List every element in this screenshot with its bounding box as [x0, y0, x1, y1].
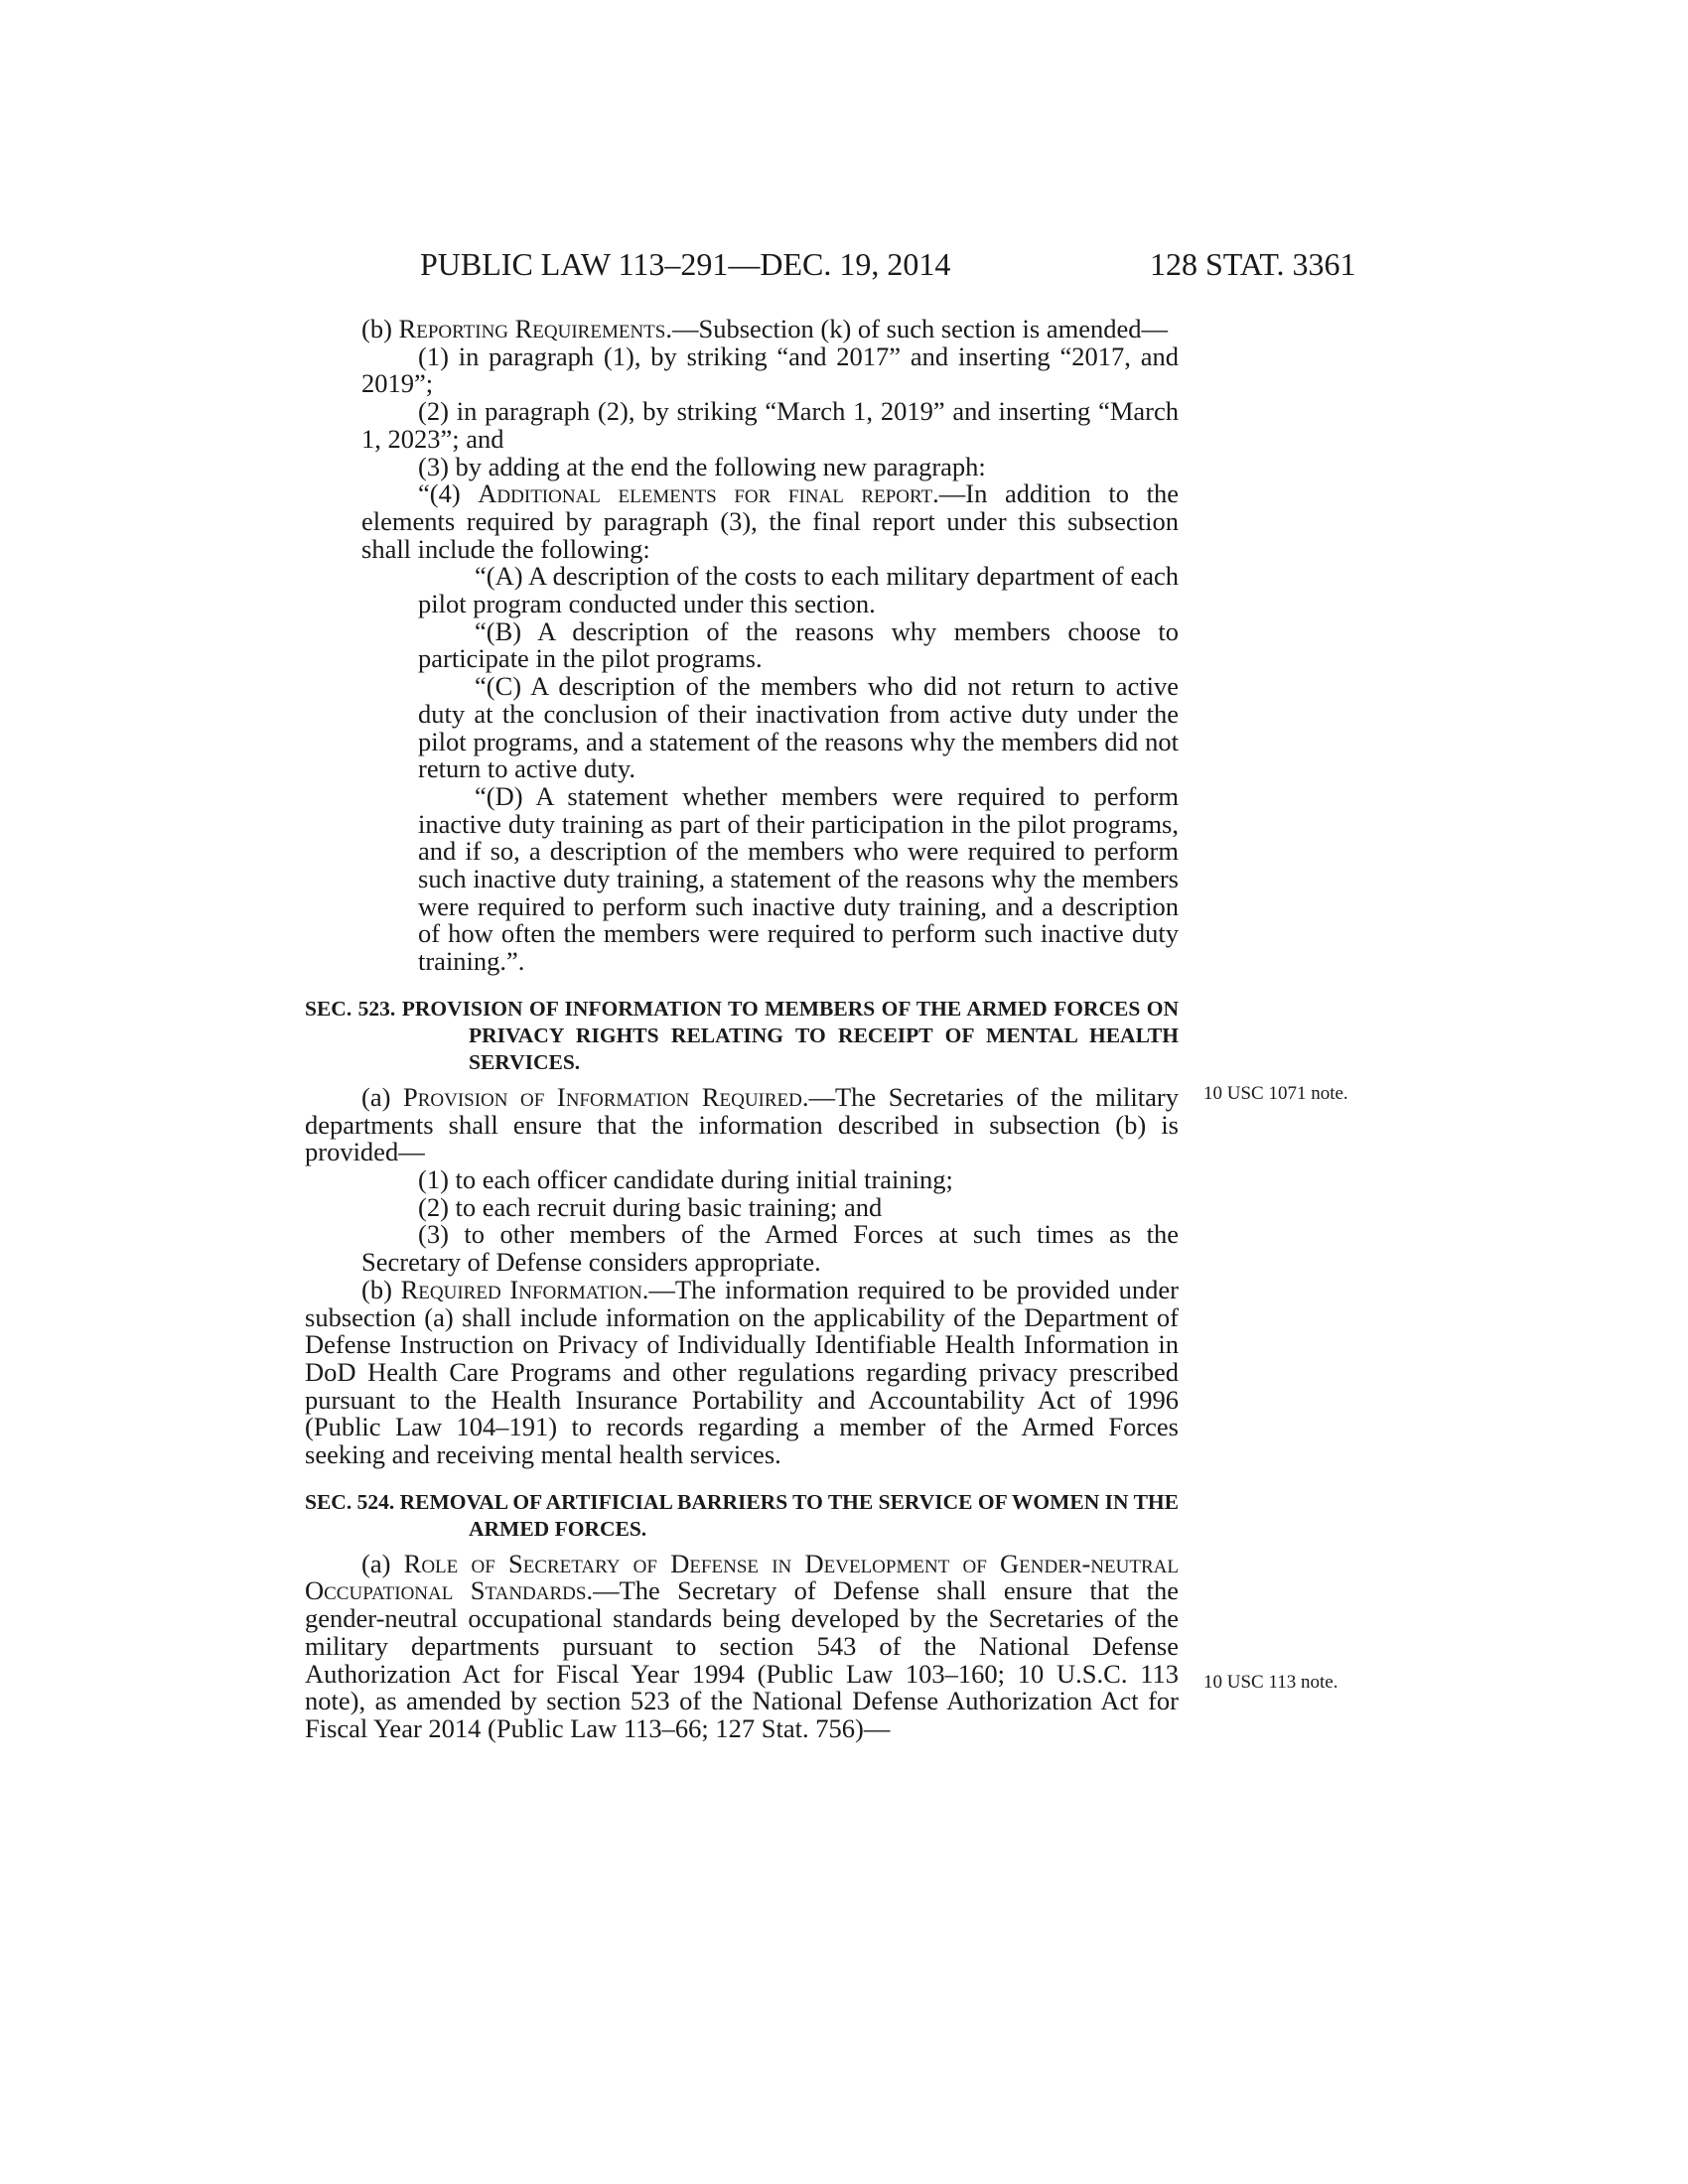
sec523-subsection-b: (b) Required Information.—The information required to be provided under subsection (a) shall include information on the applicability of the Department of Defense Instruction on Privacy of Individually Identifiable Health Information in DoD Health Care Programs and other regulations regarding privacy prescribed pursuant to the Health Insurance Portability and Accountability Act of 1996 (Public Law 104–191) to records regarding a member of the Armed Forces seeking and receiving mental health services. [305, 1274, 1179, 1470]
subsection-heading: Role of Secretary of Defense in Development of Gender-neutral Occupational Standards [305, 1548, 1179, 1606]
section-524-heading: SEC. 524. REMOVAL OF ARTIFICIAL BARRIERS TO THE SERVICE OF WOMEN IN THE ARMED FORCES. [305, 1489, 1179, 1541]
running-header [0, 246, 1688, 286]
subsection-b-reporting: (b) Reporting Requirements.—Subsection (k) of such section is amended— [361, 314, 1168, 343]
margin-note-10-usc-1071: 10 USC 1071 note. [1203, 1083, 1348, 1104]
paragraph-heading: Additional elements for final report [478, 478, 933, 509]
sec523-item-1: (1) to each officer candidate during initial training; [418, 1163, 953, 1194]
document-body [305, 316, 1179, 1743]
sec523-item-2: (2) to each recruit during basic training; and [418, 1191, 883, 1222]
sec524-subsection-a: (a) Role of Secretary of Defense in Development of Gender-neutral Occupational Standards.—The Secretary of Defense shall ensure that the gender-neutral occupational standards being developed by the Secretaries of the military departments pursuant to section 543 of the National Defense Authorization Act for Fiscal Year 1994 (Public Law 103–160; 10 U.S.C. 113 note), as amended by section 523 of the National Defense Authorization Act for Fiscal Year 2014 (Public Law 113–66; 127 Stat. 756)— [305, 1548, 1179, 1743]
sec523-subsection-a: (a) Provision of Information Required.—The Secretaries of the military departments shall ensure that the information described in subsection (b) is provided— [305, 1081, 1179, 1167]
paragraph-3: (3) by adding at the end the following new paragraph: [418, 451, 986, 481]
sec523-item-3: (3) to other members of the Armed Forces at such times as the Secretary of Defense considers appropriate. [361, 1219, 1179, 1278]
section-523-heading: SEC. 523. PROVISION OF INFORMATION TO MEMBERS OF THE ARMED FORCES ON PRIVACY RIGHTS RELATING TO RECEIPT OF MENTAL HEALTH SERVICES. [305, 996, 1179, 1074]
subsection-heading: Provision of Information Required [402, 1081, 802, 1112]
public-law-citation: PUBLIC LAW 113–291—DEC. 19, 2014 [420, 246, 951, 282]
subsection-heading: Required Information [400, 1274, 642, 1304]
paragraph-2: (2) in paragraph (2), by striking “March 1, 2019” and inserting “March 1, 2023”; and [361, 396, 1179, 454]
subparagraph-d: “(D) A statement whether members were required to perform inactive duty training as part of their participation in the pilot programs, and if so, a description of the members who were required to perform such inactive duty training, a statement of the reasons why the members were required to perform such inactive duty training, and a description of how often the members were required to perform such inactive duty training.”. [418, 780, 1179, 977]
subsection-heading: Reporting Requirements [398, 314, 666, 343]
paragraph-1: (1) in paragraph (1), by striking “and 2017” and inserting “2017, and 2019”; [361, 341, 1179, 399]
margin-note-10-usc-113: 10 USC 113 note. [1203, 1672, 1338, 1693]
subparagraph-a: “(A) A description of the costs to each military department of each pilot program conducted under this section. [418, 561, 1179, 619]
statute-page-number: 128 STAT. 3361 [1150, 246, 1356, 282]
subparagraph-b: “(B) A description of the reasons why members choose to participate in the pilot programs. [418, 615, 1179, 674]
paragraph-4: “(4) Additional elements for final report.—In addition to the elements required by paragraph (3), the final report under this subsection shall include the following: [361, 478, 1179, 564]
subparagraph-c: “(C) A description of the members who did not return to active duty at the conclusion of their inactivation from active duty under the pilot programs, and a statement of the reasons why the members did not return to active duty. [418, 671, 1179, 784]
